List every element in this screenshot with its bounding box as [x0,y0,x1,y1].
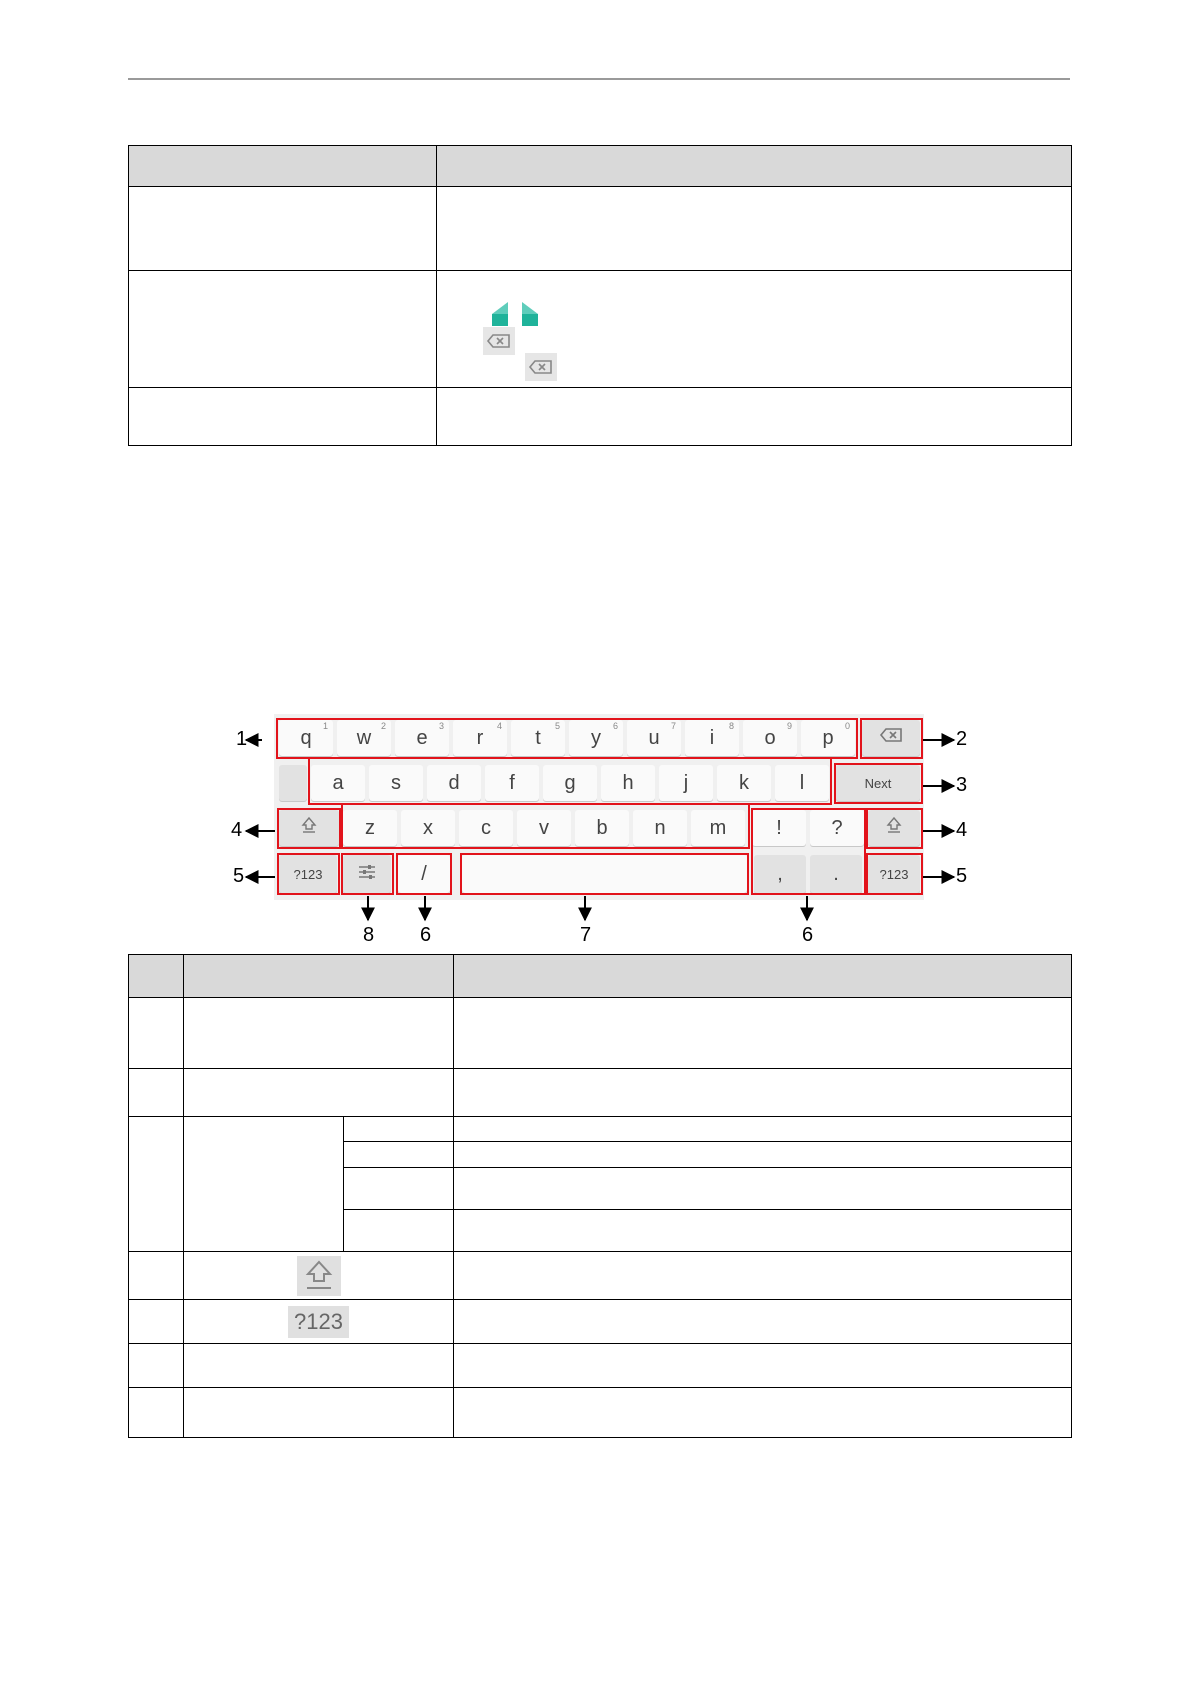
callout-5-left: 5 [233,865,245,887]
key-digit: 0 [844,721,850,731]
callout-5-right: 5 [956,865,968,887]
top-table-cell [129,388,437,446]
bottom-table-cell [184,1388,454,1438]
key-label: n [654,816,666,839]
key-label: v [539,816,549,839]
bottom-table-cell [184,1117,344,1252]
key-label: w [356,726,372,749]
key-digit: 3 [438,721,444,731]
top-table-header-row [129,146,1072,187]
top-table [128,145,1072,446]
key-label: f [509,771,515,794]
bottom-table-cell [129,1069,184,1117]
key-label: y [591,726,601,749]
key-label: , [777,862,783,885]
bottom-table-cell [129,998,184,1069]
key-digit: 2 [380,721,386,731]
callout-2: 2 [956,728,968,750]
bottom-table-header-cell [129,955,184,998]
callout-7: 7 [580,924,592,946]
key-label: / [421,862,427,885]
bottom-table-cell [129,1388,184,1438]
bottom-table-row [129,1069,1072,1117]
next-label: Next [864,775,892,791]
bottom-table-cell [454,1344,1072,1388]
bottom-table-cell [184,1344,454,1388]
callout-8: 8 [363,924,375,946]
callout-4-right: 4 [956,819,968,841]
bottom-table-cell [454,1142,1072,1168]
key-label: x [423,816,433,839]
key-label: e [416,726,428,749]
top-table-cell [129,187,437,271]
bottom-table-header-row [129,955,1072,998]
bottom-table-cell [454,1210,1072,1252]
callout-arrows [0,700,1191,960]
key-label: r [476,726,484,749]
key-label: k [739,771,749,794]
keyboard-figure [0,700,1191,960]
key-label: m [709,816,727,839]
bottom-table-cell [454,1117,1072,1142]
bottom-table-cell [184,1300,454,1344]
bottom-table-cell [344,1142,454,1168]
bottom-table-cell [454,998,1072,1069]
callout-3: 3 [956,774,968,796]
bottom-table-header-cell [184,955,454,998]
numbers-key-image: ?123 [288,1306,349,1338]
key-label: ! [776,816,782,839]
key-label: i [709,726,715,749]
bottom-table-cell [129,1252,184,1300]
key-label: j [683,771,689,794]
bottom-table-cell [344,1210,454,1252]
key-label: d [448,771,460,794]
bottom-table-cell [454,1388,1072,1438]
bottom-table-cell [184,1252,454,1300]
bottom-table-cell [129,1300,184,1344]
numbers-label: ?123 [293,866,323,882]
bottom-table-cell [184,998,454,1069]
top-table-cell [437,388,1072,446]
key-label: a [332,771,344,794]
callout-6-right: 6 [802,924,814,946]
header-rule [128,78,1070,80]
shift-icon [297,1256,341,1296]
bottom-table-row [129,998,1072,1069]
bottom-table-cell [344,1168,454,1210]
key-label: u [648,726,660,749]
bottom-table [128,954,1072,1438]
key-label: g [564,771,576,794]
bottom-table-row [129,1117,1072,1142]
bottom-table-cell [344,1117,454,1142]
backspace-icon [525,353,557,381]
bottom-table-row [129,1344,1072,1388]
bottom-table-cell [454,1252,1072,1300]
top-table-cell [129,271,437,388]
key-label: . [833,862,839,885]
bottom-table-row [129,1388,1072,1438]
backspace-icon [483,327,515,355]
bottom-table-cell [129,1117,184,1252]
key-label: z [365,816,375,839]
bottom-table-cell [454,1069,1072,1117]
key-label: h [622,771,634,794]
bottom-table-cell [454,1300,1072,1344]
key-digit: 1 [322,721,328,731]
key-label: s [391,771,401,794]
key-label: b [596,816,608,839]
bottom-table-cell [454,1168,1072,1210]
top-table-cell [437,187,1072,271]
numbers-label: ?123 [879,866,909,882]
key-digit: 6 [612,721,618,731]
top-table-row [129,271,1072,388]
key-digit: 7 [670,721,676,731]
bottom-table-cell [184,1069,454,1117]
key-label: o [764,726,776,749]
bottom-table-cell [129,1344,184,1388]
callout-6-left: 6 [420,924,432,946]
callout-1: 1 [236,728,248,750]
key-digit: 8 [728,721,734,731]
key-digit: 4 [496,721,502,731]
top-table-row [129,187,1072,271]
key-label: l [799,771,805,794]
top-table-header-cell [129,146,437,187]
bottom-table-header-cell [454,955,1072,998]
bottom-table-row [129,1300,1072,1344]
key-digit: 5 [554,721,560,731]
key-label: c [481,816,491,839]
bottom-table-row [129,1252,1072,1300]
key-label: t [535,726,541,749]
key-label: ? [831,816,843,839]
key-digit: 9 [786,721,792,731]
top-table-row [129,388,1072,446]
key-label: p [822,726,834,749]
callout-4-left: 4 [231,819,243,841]
top-table-header-cell [437,146,1072,187]
key-label: q [300,726,312,749]
